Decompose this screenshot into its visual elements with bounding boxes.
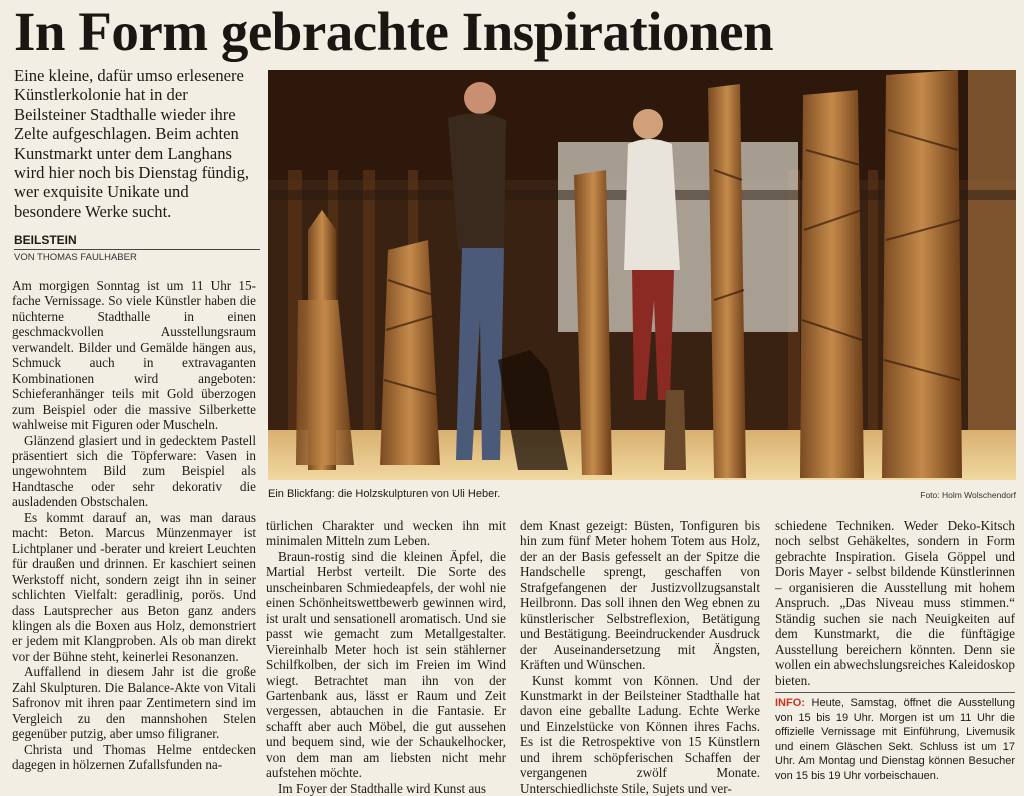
paragraph: Es kommt darauf an, was man daraus macht: Beton. Marcus Münzenmayer ist Lichtplaner und -berater und kreiert Leuchten für draußen und drinnen. Er kaschiert seinen Werkstoff nicht, sondern zeigt ihn in seiner schlichten Vielfalt: geradlinig, porös. Und dass Lautsprecher aus Beton ganz anders klingen als die Boxen aus Holz, demonstriert er jedem mit Klangproben. Als ob man direkt vor der Bühne steht, keinerlei Resonanzen. [12,509,256,664]
text-column-3 [520,518,760,796]
article-lead: Eine kleine, dafür umso erlesenere Künstlerkolonie hat in der Beilsteiner Stadthalle wieder ihre Zelte aufgeschlagen. Beim achten Kunstmarkt unter dem Langhans wird hier noch bis Dienstag fündig, wer exquisite Unikate und besondere Werke sucht. [14,66,250,221]
paragraph: türlichen Charakter und wecken ihn mit minimalen Mitteln zum Leben. [266,518,506,549]
photo-caption: Ein Blickfang: die Holzskulpturen von Uli Heber. [268,488,501,500]
paragraph: Braun-rostig sind die kleinen Äpfel, die Martial Herbst verteilt. Die Sorte des unscheinbaren Schmiedeapfels, der wohl nie einen Schönheitswettbewerb gewinnen wird, ist uralt und sensationell aromatisch. Und sie passt wie gemacht zum Metallgestalter. Viereinhalb Meter hoch ist sein stählerner Schilfkolben, der sich im Freien im Wind wiegt. Betrachtet man ihn von der Gartenbank aus, lässt er Raum und Zeit vergessen, abtauchen in die Fantasie. Er schafft aber auch Möbel, die gut aussehen und bequem sind, wie der Schaukelhocker, von dem man am liebsten nicht mehr aufstehen möchte. [266,548,506,781]
info-text: Heute, Samstag, öffnet die Ausstellung von 15 bis 19 Uhr. Morgen ist um 11 Uhr die offizielle Vernissage mit Einführung, Livemusik und einem Gläschen Sekt. Schluss ist um 17 Uhr. Am Montag und Dienstag können Besucher von 15 bis 19 Uhr vorbeischauen. [775,697,1015,782]
byline: VON THOMAS FAULHABER [14,252,137,263]
paragraph: dem Knast gezeigt: Büsten, Tonfiguren bis hin zum fünf Meter hohem Totem aus Holz, der an der Basis gefesselt an der Spitze die Handschelle sprengt, geschaffen von Strafgefangenen der Justizvollzugsanstalt Heilbronn. Das soll ihnen den Weg ebnen zu künstlerischer Selbstreflexion, Betätigung und Bestätigung. Beeindruckender Ausdruck der Auseinandersetzung mit Ängsten, Kräften und Wünschen. [520,518,760,673]
photo-illustration [268,70,1016,480]
text-column-2 [266,518,506,796]
paragraph: Im Foyer der Stadthalle wird Kunst aus [278,780,487,796]
info-box [775,692,1015,783]
article-headline: In Form gebrachte Inspirationen [14,1,774,62]
paragraph: schiedene Techniken. Weder Deko-Kitsch noch selbst Gehäkeltes, sondern in Form gebrachte Inspiration. Gisela Göppel und Doris Mayer - selbst bildende Künstlerinnen – organisieren die Ausstellung mit hohem Anspruch. „Das Niveau muss stimmen.“ Ständig suchen sie nach Neuigkeiten auf dem Kunstmarkt, die die fünftägige Ausstellung bereichern könnten. Denn sie wollen ein abwechslungsreiches Kaleidoskop bieten. [775,518,1015,688]
paragraph: Kunst kommt von Können. Und der Kunstmarkt in der Beilsteiner Stadthalle hat davon eine geballte Ladung. Echte Werke und Einzelstücke von Können ihres Fachs. Es ist die Retrospektive von 15 Künstlern und ihrem schöpferischen Schaffen der vergangenen zwölf Monate. Unterschiedlichste Stile, Sujets und ver- [520,672,760,796]
dateline: BEILSTEIN [14,233,260,250]
paragraph: Christa und Thomas Helme entdecken dagegen in hölzernen Zufallsfunden na- [12,741,256,773]
paragraph: Am morgigen Sonntag ist um 11 Uhr 15-fache Vernissage. So viele Künstler haben die nüchterne Stadthalle in einen geschmackvollen Ausstellungsraum verwandelt. Bilder und Gemälde hängen aus, Schmuck auch in extravaganten Kombinationen wird angeboten: Schieferanhänger teils mit Gold überzogen zum Beispiel oder die massive Silberkette wahlweise mit Figuren oder Muscheln. [12,278,256,433]
article-photo [268,70,1016,480]
info-tag: INFO: [775,697,805,709]
text-column-4 [775,518,1015,690]
text-column-1 [12,278,256,784]
photo-credit: Foto: Holm Wolschendorf [920,490,1016,500]
paragraph: Glänzend glasiert und in gedecktem Pastell präsentiert sich die Töpferware: Vasen in ungewohntem Bild zum Beispiel als Handtasche oder sehr dekorativ die ausladenden Obstschalen. [12,432,256,510]
paragraph: Auffallend in diesem Jahr ist die große Zahl Skulpturen. Die Balance-Akte von Vitali Safronov mit ihren paar Zentimetern sind im Vergleich zu den mannshohen Stelen gegenüber putzig, aber umso filigraner. [12,664,256,742]
